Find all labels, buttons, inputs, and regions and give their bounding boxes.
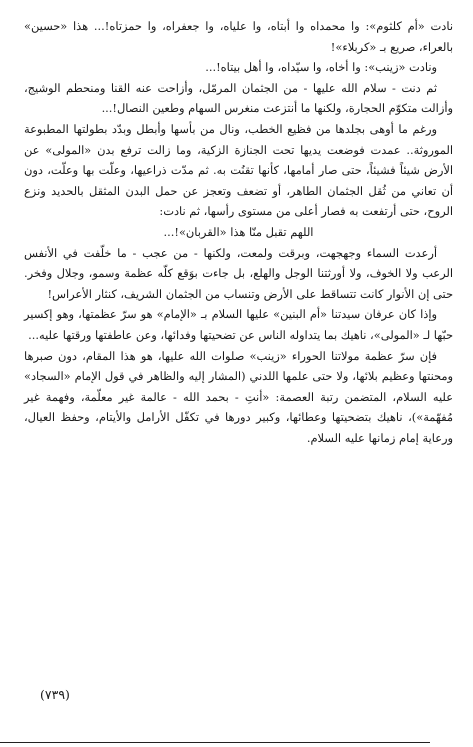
paragraph-3: ثم دنت - سلام الله عليها - من الجثمان المرمّل، وأزاحت عنه القنا ومنحطم الوشيج، وأزالت متكوّم الحجارة، ولكنها ما أنتزعت منغرس السهام وطعين النصال!... xyxy=(24,80,453,116)
bottom-rule xyxy=(0,742,430,743)
paragraph-6: أرعدت السماء وجهجهت، وبرقت ولمعت، ولكنها - من عجب - ما خلّفت في الأنفس الرعب ولا الخوف، ولا أورثتنا الوجل والهلع، بل جاءت بوَقع كلّه عظمة وسمو، وجلال وفخر. حتى إن الأنوار كانت تتساقط على الأرض وتنساب من الجثمان الشريف، كنثار الأعراس! xyxy=(24,245,453,301)
page-number: (٧٣٩) xyxy=(40,687,70,702)
paragraph-2: ونادت «زينب»: وا أخاه، وا سيّداه، وا أهل بيتاه!... xyxy=(205,60,437,75)
paragraph-5-prayer: اللهم تقبل منّا هذا «القربان»!... xyxy=(163,224,314,239)
paragraph-4: ورغم ما أوهى بجلدها من فظيع الخطب، ونال من بأسها وأبطل وبدّد بطولتها المطبوعة الموروثة.. عمدت فوضعت يديها تحت الجنازة الزكية، وما زالت ترفع بدن «المولى» عن الأرض شيئاً فشيئاً، حتى صار أمامها، كأنها تقنُت به. ثم مدّت ذراعيها، وعلّت بها وعلّت، دون أن تعاني من ثُقل الجثمان الطاهر، أو تضعف وتعجز عن حمل البدن المثقل بالحديد ونزع الروح، حتى أرتفعت به فصار أعلى من مستوى رأسها، ثم نادت: xyxy=(24,121,453,219)
body-text xyxy=(24,16,453,448)
paragraph-7: وإذا كان عرفان سيدتنا «أم البنين» عليها السلام بـ «الإمام» هو سرّ عظمتها، وهو إكسير حبّها لـ «المولى»، ناهيك بما يتداوله الناس عن تضحيتها وفدائها، وعن عاطفتها ورقتها عليه... xyxy=(24,307,453,342)
paragraph-1: نادت «أم كلثوم»: وا محمداه وا أبتاه، وا علياه، وا جعفراه، وا حمزتاه!... هذا «حسين» بالعراء، صريع بـ «كربلاء»! xyxy=(24,19,453,54)
paragraph-8: فإن سرّ عظمة مولاتنا الحوراء «زينب» صلوات الله عليها، هو هذا المقام، دون صبرها ومحنتها وعظيم بلائها، ولا حتى علمها اللدني (المشار إليه والظاهر في قول الإمام «السجاد» عليه السلام، المتضمن رتبة العصمة: «أنتِ - بحمد الله - عالمة غير معلّمة، وفهمة غير مُفهّمة»)، ناهيك بتضحيتها وعطائها، وكبير دورها في تكفّل الأرامل والأيتام، وحفظ العيال، ورعاية إمام زمانها عليه السلام. xyxy=(24,348,453,445)
